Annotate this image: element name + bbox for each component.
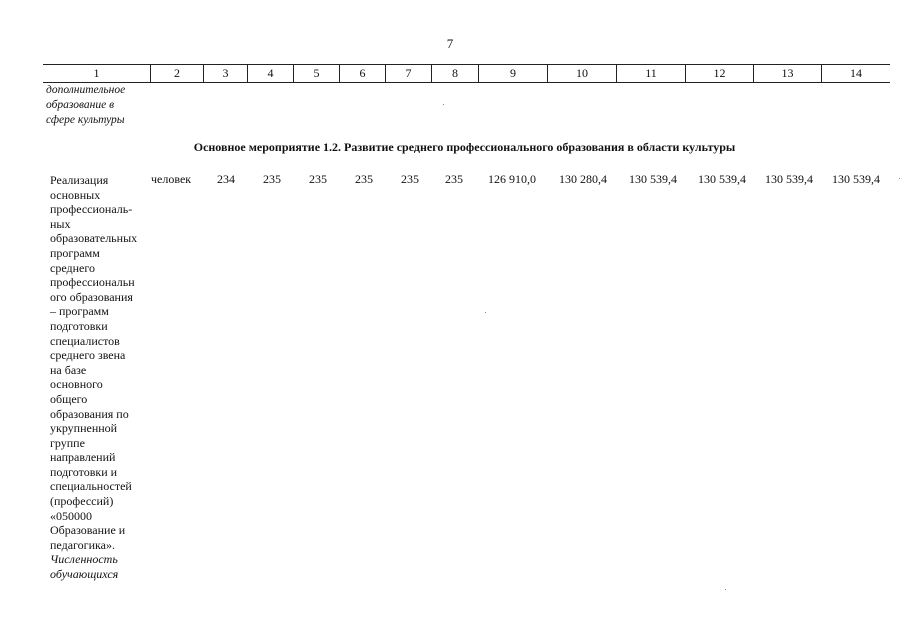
indicator-line: ого образования <box>50 289 133 304</box>
value-cell: 130 539,4 <box>629 172 677 186</box>
indicator-line-italic: обучающихся <box>50 567 119 582</box>
header-cell-2: 2 <box>150 65 203 82</box>
value-cell: 235 <box>401 172 419 186</box>
continuation-line: образование в <box>46 99 115 111</box>
indicator-line: (профессий) <box>50 494 114 509</box>
indicator-line: профессиональ- <box>50 202 133 217</box>
indicator-line: профессиональн <box>50 275 135 290</box>
table-header-row <box>43 64 890 83</box>
indicator-line: программ <box>50 245 100 260</box>
indicator-line-italic: Численность <box>50 552 118 567</box>
value-cell: 234 <box>217 172 235 186</box>
scan-speck <box>485 312 486 313</box>
continuation-line: дополнительное <box>46 84 126 96</box>
indicator-line: педагогика». <box>50 537 115 552</box>
indicator-line: «050000 <box>50 508 92 523</box>
indicator-line: специальностей <box>50 479 132 494</box>
indicator-line: среднего <box>50 260 95 275</box>
indicator-line: среднего звена <box>50 348 126 363</box>
indicator-line: группе <box>50 435 85 450</box>
indicator-line: общего <box>50 391 88 406</box>
header-cell-13: 13 <box>753 65 821 82</box>
indicator-line: подготовки <box>50 318 108 333</box>
section-heading-text: Основное мероприятие 1.2. Развитие среднего профессионального образования в области культуры <box>193 140 736 154</box>
header-cell-8: 8 <box>431 65 478 82</box>
indicator-line: укрупненной <box>50 421 118 436</box>
indicator-line: специалистов <box>50 333 120 348</box>
indicator-line: образования по <box>50 406 129 421</box>
indicator-line: Образование и <box>50 523 126 538</box>
continuation-line: сфере культуры <box>46 114 125 126</box>
indicator-line: основного <box>50 377 103 392</box>
indicator-line: на базе <box>50 362 87 377</box>
scan-speck <box>443 104 444 105</box>
indicator-line: ных <box>50 216 71 231</box>
indicator-line: Реализация <box>50 173 109 187</box>
indicator-line: направлений <box>50 450 116 465</box>
header-cell-1: 1 <box>93 66 100 80</box>
value-cell: 130 539,4 <box>698 172 746 186</box>
header-cell-4: 4 <box>247 65 293 82</box>
header-cell-5: 5 <box>293 65 339 82</box>
scan-speck <box>725 589 726 590</box>
header-cell-3: 3 <box>203 65 247 82</box>
value-cell: 235 <box>309 172 327 186</box>
continuation-text <box>46 83 156 128</box>
indicator-line: – программ <box>50 304 109 319</box>
section-heading <box>0 140 905 155</box>
value-cell: 130 539,4 <box>765 172 813 186</box>
indicator-line: основных <box>50 187 101 202</box>
value-cell: 235 <box>263 172 281 186</box>
header-cell-10: 10 <box>547 65 616 82</box>
indicator-line: подготовки и <box>50 464 118 479</box>
indicator-name <box>50 173 150 582</box>
header-cell-11: 11 <box>616 65 685 82</box>
value-cell: 235 <box>355 172 373 186</box>
page-number: 7 <box>446 36 454 51</box>
unit-cell: человек <box>151 172 192 186</box>
value-cell: 235 <box>445 172 463 186</box>
value-cell: 126 910,0 <box>488 172 536 186</box>
header-cell-7: 7 <box>385 65 431 82</box>
value-cell: 130 280,4 <box>559 172 607 186</box>
scan-speck <box>899 178 900 179</box>
header-cell-14: 14 <box>821 65 890 82</box>
indicator-line: образовательных <box>50 231 138 246</box>
header-cell-6: 6 <box>339 65 385 82</box>
header-cell-9: 9 <box>478 65 547 82</box>
value-cell: 130 539,4 <box>832 172 880 186</box>
header-cell-12: 12 <box>685 65 753 82</box>
